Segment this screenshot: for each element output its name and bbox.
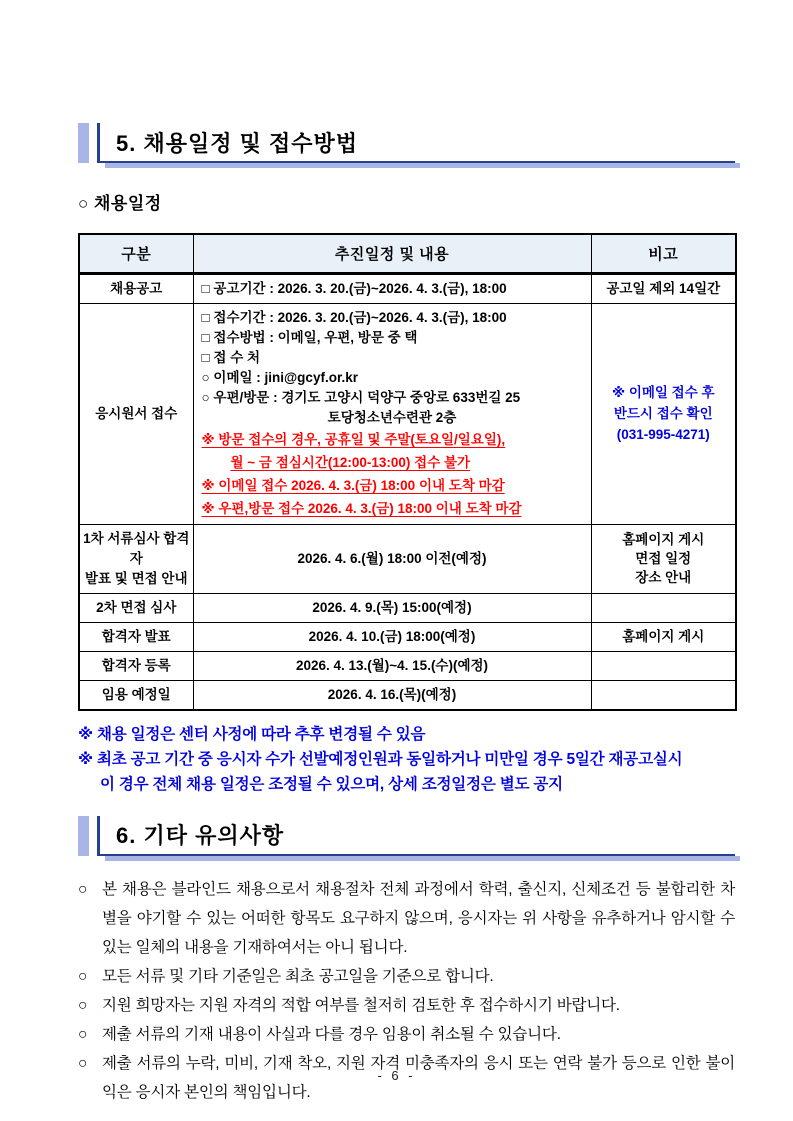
- remark-line: (031-995-4271): [616, 427, 710, 442]
- row-remark-cell: [591, 680, 736, 710]
- content-line: 2026. 4. 6.(월) 18:00 이전(예정): [297, 550, 487, 566]
- bullet-text: 본 채용은 블라인드 채용으로서 채용절차 전체 과정에서 학력, 출신지, 신체조건 등 불합리한 차별을 야기할 수 있는 어떠한 항목도 요구하지 않으며, 응시자는 위 사항을 유추하거나 암시할 수 있는 일체의 내용을 기재하여서는 아니 됩니다.: [102, 880, 735, 956]
- notice-bullet-item: [78, 875, 735, 962]
- row-label-line: 2차 면접 심사: [96, 599, 177, 615]
- row-remark-cell: [591, 524, 736, 593]
- content-line: 2026. 4. 16.(목)(예정): [327, 686, 457, 702]
- bullet-circle-icon: ○: [78, 1054, 88, 1072]
- content-line: ○ 우편/방문 : 경기도 고양시 덕양구 중앙로 633번길 25: [201, 389, 521, 405]
- section-5-heading: [78, 123, 735, 163]
- column-header: 추진일정 및 내용: [193, 234, 591, 273]
- row-label-cell: [79, 680, 193, 710]
- row-remark-cell: [591, 273, 736, 303]
- row-content-cell: [193, 303, 591, 524]
- column-header: 비고: [591, 234, 736, 273]
- bullet-circle-icon: ○: [78, 967, 88, 985]
- row-label-line: 응시원서 접수: [95, 405, 178, 421]
- table-row: [79, 622, 736, 651]
- section-5-title: 5. 채용일정 및 접수방법: [97, 123, 735, 163]
- schedule-notes: [78, 722, 735, 797]
- row-content-cell: [193, 593, 591, 622]
- note-line: ※ 최초 공고 기간 중 응시자 수가 선발예정인원과 동일하거나 미만일 경우 5일간 재공고실시: [78, 750, 683, 768]
- row-remark-cell: [591, 593, 736, 622]
- remark-line: 홈페이지 게시: [622, 532, 705, 547]
- table-row: [79, 524, 736, 593]
- row-label-cell: [79, 273, 193, 303]
- notice-bullet-item: [78, 962, 735, 991]
- bullet-text: 제출 서류의 기재 내용이 사실과 다를 경우 임용이 취소될 수 있습니다.: [102, 1025, 561, 1043]
- table-row: [79, 680, 736, 710]
- row-content-cell: [193, 622, 591, 651]
- row-label-cell: [79, 303, 193, 524]
- row-remark-cell: [591, 622, 736, 651]
- row-content-cell: [193, 651, 591, 680]
- row-label-cell: [79, 524, 193, 593]
- row-label-cell: [79, 622, 193, 651]
- bullet-circle-icon: ○: [78, 880, 88, 898]
- content-line: 2026. 4. 13.(월)~4. 15.(수)(예정): [295, 657, 489, 673]
- remark-line: 홈페이지 게시: [622, 629, 705, 644]
- row-label-line: 임용 예정일: [101, 686, 171, 702]
- remark-line: 반드시 접수 확인: [613, 406, 713, 421]
- notice-bullet-item: [78, 991, 735, 1020]
- table-row: [79, 593, 736, 622]
- table-row: [79, 651, 736, 680]
- column-header: 구분: [79, 234, 193, 273]
- content-line: 2026. 4. 10.(금) 18:00(예정): [308, 628, 476, 644]
- note-line: 이 경우 전체 채용 일정은 조정될 수 있으며, 상세 조정일정은 별도 공지: [100, 775, 563, 793]
- content-line: 2026. 4. 9.(목) 15:00(예정): [312, 599, 472, 615]
- page-content: [78, 0, 735, 1107]
- content-line: ※ 우편,방문 접수 2026. 4. 3.(금) 18:00 이내 도착 마감: [201, 500, 522, 516]
- bullet-text: 지원 희망자는 지원 자격의 적합 여부를 철저히 검토한 후 접수하시기 바랍니다.: [102, 996, 620, 1014]
- remark-line: 공고일 제외 14일간: [606, 281, 721, 296]
- row-label-line: 발표 및 면접 안내: [84, 570, 188, 586]
- row-label-line: 채용공고: [110, 280, 163, 296]
- content-line: ○ 이메일 : jini@gcyf.or.kr: [201, 369, 358, 385]
- bullet-text: 모든 서류 및 기타 기준일은 최초 공고일을 기준으로 합니다.: [102, 967, 494, 985]
- row-label-line: 합격자 발표: [101, 628, 171, 644]
- heading-accent-bar: [78, 816, 89, 856]
- content-line: □ 공고기간 : 2026. 3. 20.(금)~2026. 4. 3.(금), 18:00: [201, 280, 507, 296]
- table-row: [79, 273, 736, 303]
- bullet-circle-icon: ○: [78, 1025, 88, 1043]
- remark-line: ※ 이메일 접수 후: [611, 385, 715, 400]
- row-content-cell: [193, 680, 591, 710]
- note-line: ※ 채용 일정은 센터 사정에 따라 추후 변경될 수 있음: [78, 725, 426, 743]
- bullet-circle-icon: ○: [78, 996, 88, 1014]
- recruitment-schedule-subheading: ○ 채용일정: [78, 194, 162, 213]
- table-header-row: [79, 234, 736, 273]
- row-label-line: 1차 서류심사 합격자: [83, 530, 190, 566]
- content-line: ※ 이메일 접수 2026. 4. 3.(금) 18:00 이내 도착 마감: [201, 477, 505, 493]
- row-remark-cell: [591, 651, 736, 680]
- content-line: □ 접 수 처: [201, 349, 261, 365]
- row-label-line: 합격자 등록: [101, 657, 171, 673]
- content-line: □ 접수방법 : 이메일, 우편, 방문 중 택: [201, 329, 418, 345]
- section-6-heading: [78, 816, 735, 856]
- bullet-text: 제출 서류의 누락, 미비, 기재 착오, 지원 자격 미충족자의 응시 또는 연락 불가 등으로 인한 불이익은 응시자 본인의 책임입니다.: [102, 1054, 735, 1101]
- row-remark-cell: [591, 303, 736, 524]
- row-content-cell: [193, 273, 591, 303]
- content-line: □ 접수기간 : 2026. 3. 20.(금)~2026. 4. 3.(금), 18:00: [201, 309, 507, 325]
- row-label-cell: [79, 593, 193, 622]
- remark-line: 면접 일정: [635, 551, 692, 566]
- content-line: 토당청소년수련관 2층: [327, 409, 457, 425]
- row-content-cell: [193, 524, 591, 593]
- page-number: - 6 -: [377, 1068, 416, 1083]
- row-label-cell: [79, 651, 193, 680]
- section-6-title: 6. 기타 유의사항: [97, 816, 735, 856]
- table-row: [79, 303, 736, 524]
- content-line: 월 ~ 금 점심시간(12:00-13:00) 접수 불가: [230, 454, 471, 470]
- content-line: ※ 방문 접수의 경우, 공휴일 및 주말(토요일/일요일),: [201, 431, 506, 447]
- remark-line: 장소 안내: [635, 570, 692, 585]
- recruitment-schedule-table: [78, 233, 737, 711]
- notice-bullet-item: [78, 1020, 735, 1049]
- heading-accent-bar: [78, 123, 89, 163]
